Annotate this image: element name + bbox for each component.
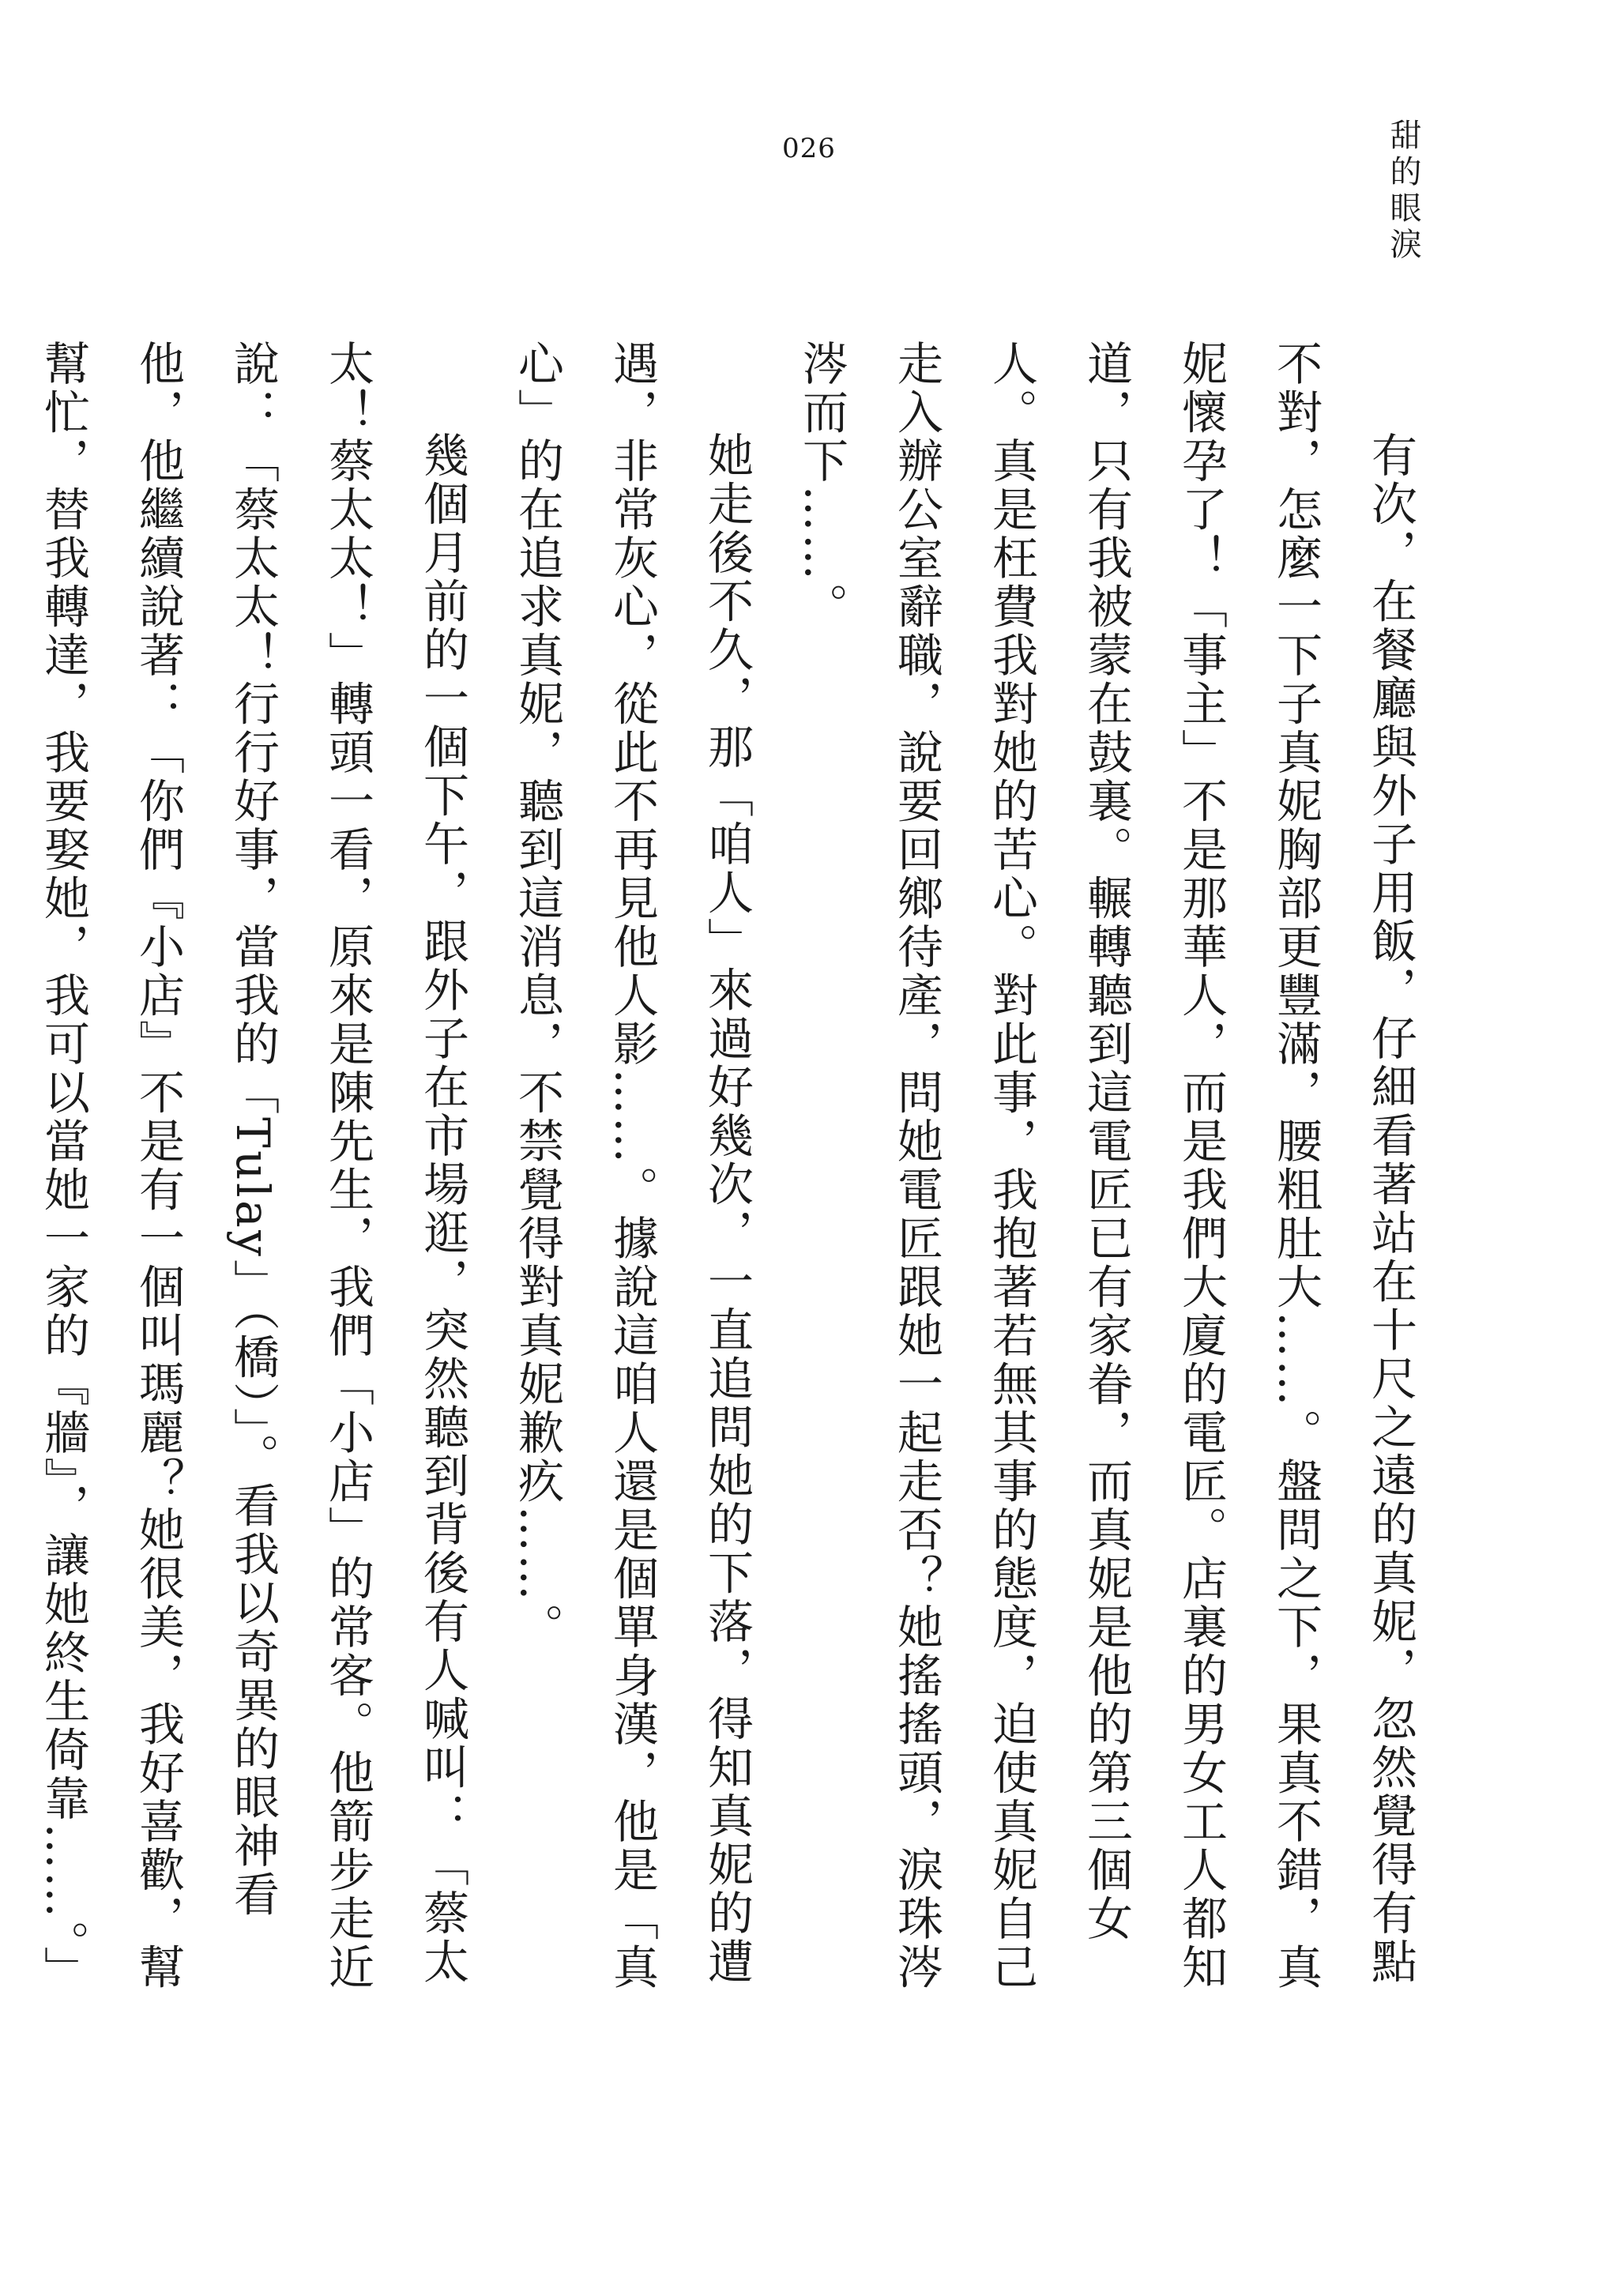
body-text bbox=[36, 340, 1438, 2015]
page-number: 026 bbox=[782, 133, 836, 164]
paragraph-1: 有次，在餐廳與外子用飯，仔細看著站在十尺之遠的真妮，忽然覺得有點不對，怎麼一下子真妮胸部更豐滿，腰粗肚大……。盤問之下，果真不錯，真妮懷孕了！「事主」不是那華人，而是我們大廈的電匠。店裏的男女工人都知道，只有我被蒙在鼓裏。輾轉聽到這電匠已有家眷，而真妮是他的第三個女人。真是枉費我對她的苦心。對此事，我抱著若無其事的態度，迫使真妮自己走入辦公室辭職，說要回鄉待產，問她電匠跟她一起走否？她搖搖頭，淚珠涔涔而下……。 bbox=[795, 340, 1417, 1992]
paragraph-3: 幾個月前的一個下午，跟外子在市場逛，突然聽到背後有人喊叫：「蔡太太！蔡太太！」轉頭一看，原來是陳先生，我們「小店」的常客。他箭步走近說：「蔡太太！行行好事，當我的「Tulay」（橋）」。看我以奇異的眼神看他，他繼續說著：「你們『小店』不是有一個叫瑪麗？她很美，我好喜歡，幫幫忙，替我轉達，我要娶她，我可以當她一家的『牆』，讓她終生倚靠……。」 bbox=[36, 340, 469, 1995]
running-head-title: 甜的眼淚 bbox=[1385, 119, 1421, 264]
paragraph-2: 她走後不久，那「咱人」來過好幾次，一直追問她的下落，得知真妮的遭遇，非常灰心，從此不再見他人影……。據說這咱人還是個單身漢，他是「真心」的在追求真妮，聽到這消息，不禁覺得對真妮歉疚……。 bbox=[510, 340, 754, 1992]
